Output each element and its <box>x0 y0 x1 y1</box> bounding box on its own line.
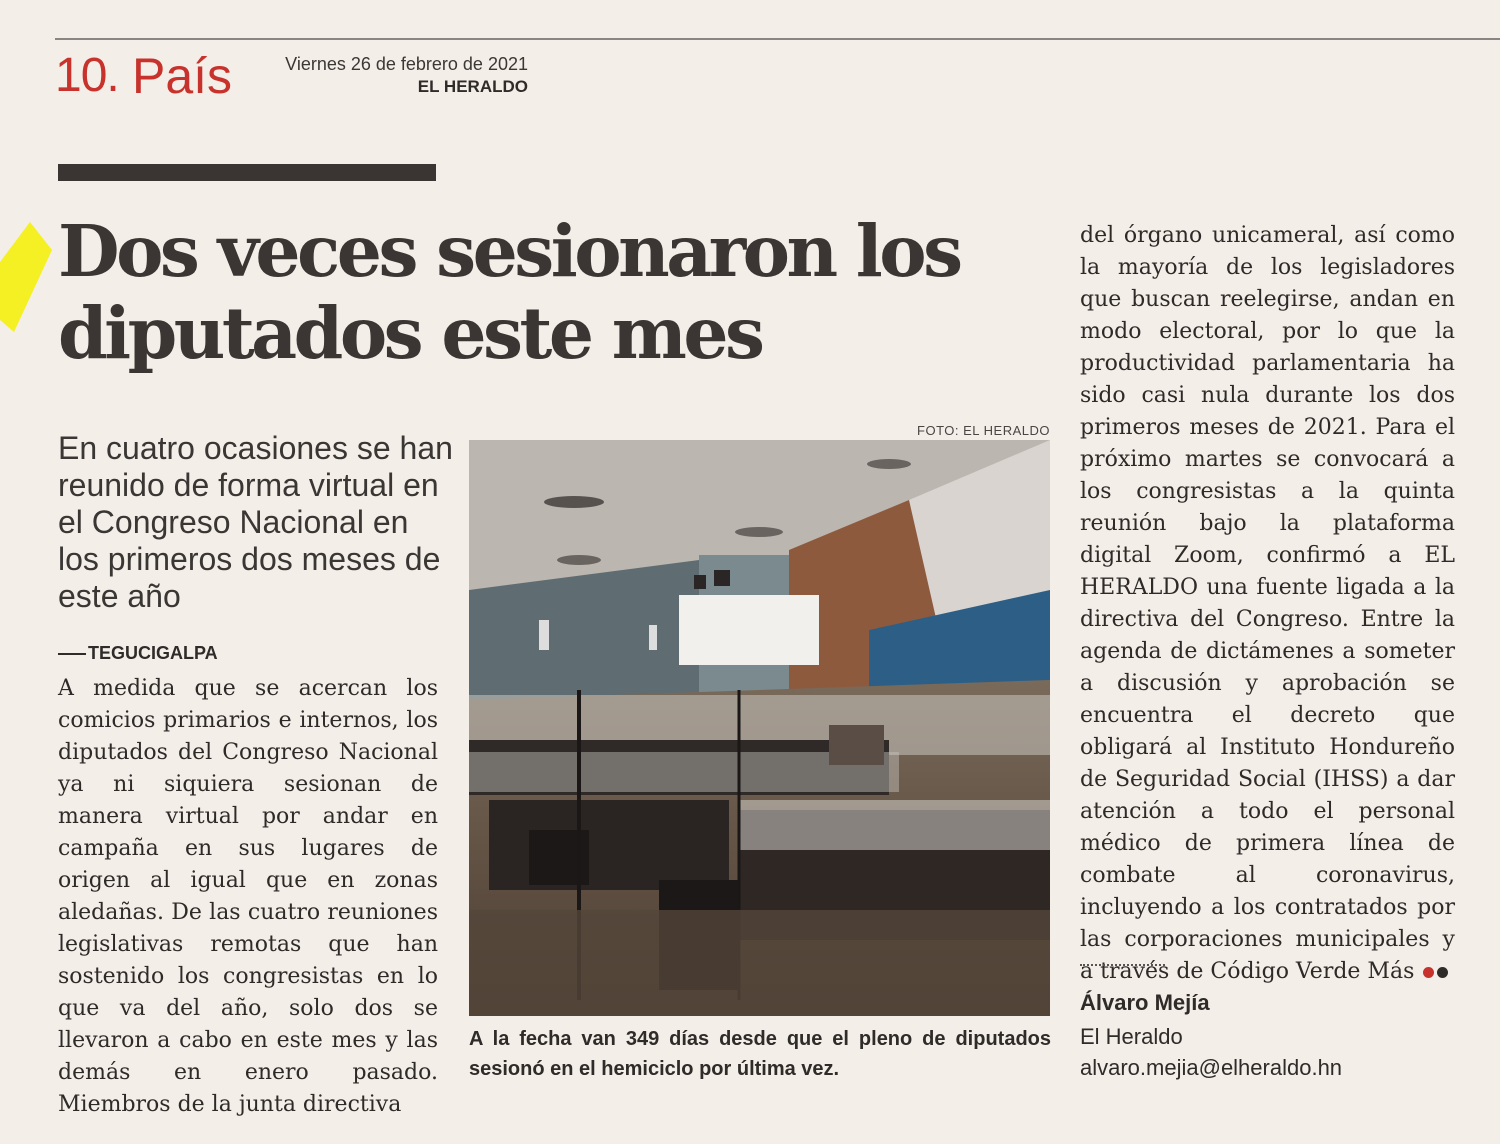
author-outlet: El Heraldo <box>1080 1024 1183 1049</box>
headline-bar <box>58 164 436 181</box>
congress-chamber-photo <box>469 440 1050 1016</box>
end-dot-red <box>1423 967 1434 978</box>
top-rule <box>55 38 1500 40</box>
dateline-dash <box>58 653 86 655</box>
chamber-illustration <box>469 440 1050 1016</box>
end-mark <box>1420 956 1448 988</box>
highlighter-mark <box>0 222 52 332</box>
section-name: País <box>132 48 233 104</box>
body-column-left: A medida que se acercan los comicios primarios e internos, los diputados del Congreso Nacional ya ni siquiera sesionan de manera virtual por andar en campaña en sus lugares de origen al igual que en zonas aledañas. De las cuatro reuniones legislativas remotas que han sostenido los congresistas en lo que va del año, solo dos se llevaron a cabo en este mes y las demás en enero pasado. Miembros de la junta directiva <box>58 676 438 1117</box>
photo-caption: A la fecha van 349 días desde que el pleno de diputados sesionó en el hemiciclo por última vez. <box>469 1028 1051 1080</box>
issue-date: Viernes 26 de febrero de 2021 <box>285 54 528 74</box>
author-name: Álvaro Mejía <box>1080 990 1210 1015</box>
newspaper-name: EL HERALDO <box>417 77 528 96</box>
end-dot-dark <box>1437 967 1448 978</box>
byline-separator <box>1080 964 1165 966</box>
author-email: alvaro.mejia@elheraldo.hn <box>1080 1055 1343 1080</box>
dateline-text: TEGUCIGALPA <box>88 643 218 663</box>
dateline <box>58 643 218 664</box>
headline: Dos veces sesionaron los diputados este mes <box>58 209 960 375</box>
page-number: 10. <box>55 49 119 102</box>
subheadline: En cuatro ocasiones se han reunido de forma virtual en el Congreso Nacional en los primeros dos meses de este año <box>58 430 453 614</box>
photo-credit: FOTO: EL HERALDO <box>917 423 1050 438</box>
body-column-right <box>1080 220 1455 988</box>
body-right-text: del órgano unicameral, así como la mayoría de los legisladores que buscan reelegirse, andan en modo electoral, por lo que la productividad parlamentaria ha sido casi nula durante los dos primeros meses de 2021. Para el próximo martes se convocará a los congresistas a la quinta reunión bajo la plataforma digital Zoom, confirmó a EL HERALDO una fuente ligada a la directiva del Congreso. Entre la agenda de dictámenes a someter a discusión y aprobación se encuentra el decreto que obligará al Instituto Hondureño de Seguridad Social (IHSS) a dar atención a todo el personal médico de primera línea de combate al coronavirus, incluyendo a los contratados por las corporaciones municipales y a través de Código Verde Más <box>1080 223 1455 984</box>
